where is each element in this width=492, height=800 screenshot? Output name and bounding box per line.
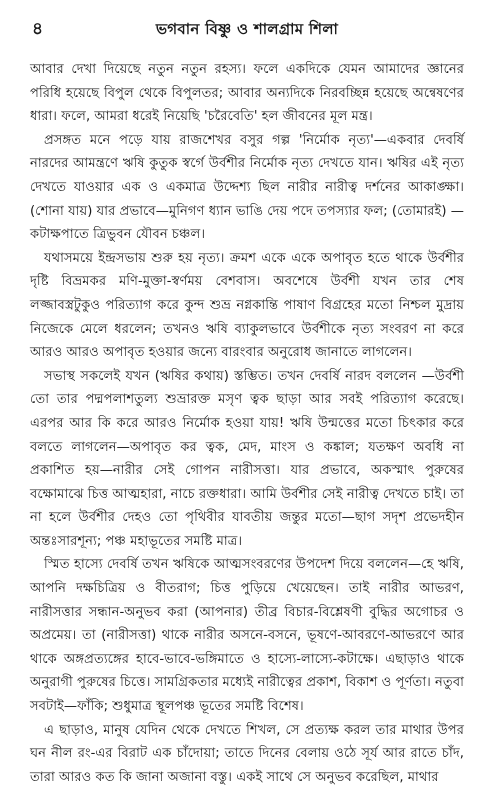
page-header (30, 18, 464, 44)
paragraph-3: যথাসময়ে ইন্দ্রসভায় শুরু হয় নৃত্য। ক্রমশ একে একে অপাবৃত হতে থাকে উর্বশীর দৃষ্টি বিভ্রমকর মণি-মুক্তা-স্বর্ণময় বেশবাস। অবশেষে উর্বশী যখন তার শেষ লজ্জাবস্ত্রটুকুও পরিত্যাগ করে কুন্দ শুভ্র নগ্নকান্তি পাষাণ বিগ্রহের মতো নিশ্চল মুদ্রায় নিজেকে মেলে ধরলেন; তখনও ঋষি ব্যাকুলভাবে উর্বশীকে নৃত্য সংবরণ না করে আরও আরও অপাবৃত হওয়ার জন্যে বারংবার অনুরোধ জানাতে লাগলেন। (30, 250, 464, 361)
running-title: ভগবান বিষ্ণু ও শালগ্রাম শিলা (155, 20, 339, 38)
paragraph-6: এ ছাড়াও, মানুষ যেদিন থেকে দেখতে শিখল, সে প্রত্যক্ষ করল তার মাথার উপর ঘন নীল রং-এর বিরাট এক চাঁদোয়া; তাতে দিনের বেলায় ওঠে সূর্য আর রাতে চাঁদ, তারা আরও কত কি জানা অজানা বস্তু। একই সাথে সে অনুভব করেছিল, মাথার (30, 722, 464, 785)
paragraph-5: স্মিত হাস্যে দেবর্ষি তখন ঋষিকে আত্মসংবরণের উপদেশ দিয়ে বললেন—হে ঋষি, আপনি দক্ষচিত্রিয় ও বীতরাগ; চিত্ত পুড়িয়ে খেয়েছেন। তাই নারীর আভরণ, নারীসত্তার সন্ধান-অনুভব করা (আপনার) তীব্র বিচার-বিশ্লেষণী বুদ্ধির অগোচর ও অপ্রমেয়। তা (নারীসত্তা) থাকে নারীর অসনে-বসনে, ভূষণে-আবরণে-আভরণে আর থাকে অঙ্গপ্রত্যঙ্গের হাবে-ভাবে-ভঙ্গিমাতে ও হাস্যে-লাস্যে-কটাক্ষে। এছাড়াও থাকে অনুরাগী পুরুষের চিত্তে। সামগ্রিকতার মধ্যেই নারীত্বের প্রকাশ, বিকাশ ও পূর্ণতা। নতুবা সবটাই—ফাঁকি; শুধুমাত্র স্থূলপঞ্চ ভূতের সমষ্টি বিশেষ। (30, 557, 464, 715)
body-text (30, 58, 464, 789)
paragraph-2: প্রসঙ্গত মনে পড়ে যায় রাজশেখর বসুর গল্প 'নির্মোক নৃত্য'—একবার দেবর্ষি নারদের আমন্ত্রণে ঋষি কুতুক স্বর্গে উর্বশীর নির্মোক নৃত্য দেখতে যান। ঋষির এই নৃত্য দেখতে যাওয়ার এক ও একমাত্র উদ্দেশ্য ছিল নারীর নারীত্ব দর্শনের আকাঙ্ক্ষা। (শোনা যায়) যার প্রভাবে—মুনিগণ ধ্যান ভাঙি দেয় পদে তপস্যার ফল; (তোমারই) —কটাক্ষপাতে ত্রিভুবন যৌবন চঞ্চল। (30, 132, 464, 243)
paragraph-4: সভাস্থ সকলেই যখন (ঋষির কথায়) স্তম্ভিত। তখন দেবর্ষি নারদ বললেন —উর্বশী তো তার পদ্মপলাশতুল্য শুভ্রারক্ত মসৃণ ত্বক ছাড়া আর সবই পরিত্যাগ করেছে। এরপর আর কি করে আরও নির্মোক হওয়া যায়! ঋষি উন্মত্তের মতো চিৎকার করে বলতে লাগলেন—অপাবৃত কর ত্বক, মেদ, মাংস ও কঙ্কাল; যতক্ষণ অবধি না প্রকাশিত হয়—নারীর সেই গোপন নারীসত্তা। যার প্রভাবে, অকস্মাৎ পুরুষের বক্ষোমাঝে চিত্ত আত্মহারা, নাচে রক্তধারা। আমি উর্বশীর সেই নারীত্ব দেখতে চাই। তা না হলে উর্বশীর দেহও তো পৃথিবীর যাবতীয় জন্তুর মতো—ছাগ সদৃশ প্রভেদহীন অন্তঃসারশূন্য; পঞ্চ মহাভূতের সমষ্টি মাত্র। (30, 368, 464, 549)
paragraph-1: আবার দেখা দিয়েছে নতুন নতুন রহস্য। ফলে একদিকে যেমন আমাদের জ্ঞানের পরিধি হয়েছে বিপুল থেকে বিপুলতর; আবার অন্যদিকে নিরবচ্ছিন্ন হয়েছে অন্বেষণের ধারা। ফলে, আমরা ধরেই নিয়েছি 'চরৈবেতি' হল জীবনের মূল মন্ত্র। (30, 62, 464, 125)
page-number: ৪ (32, 19, 44, 39)
